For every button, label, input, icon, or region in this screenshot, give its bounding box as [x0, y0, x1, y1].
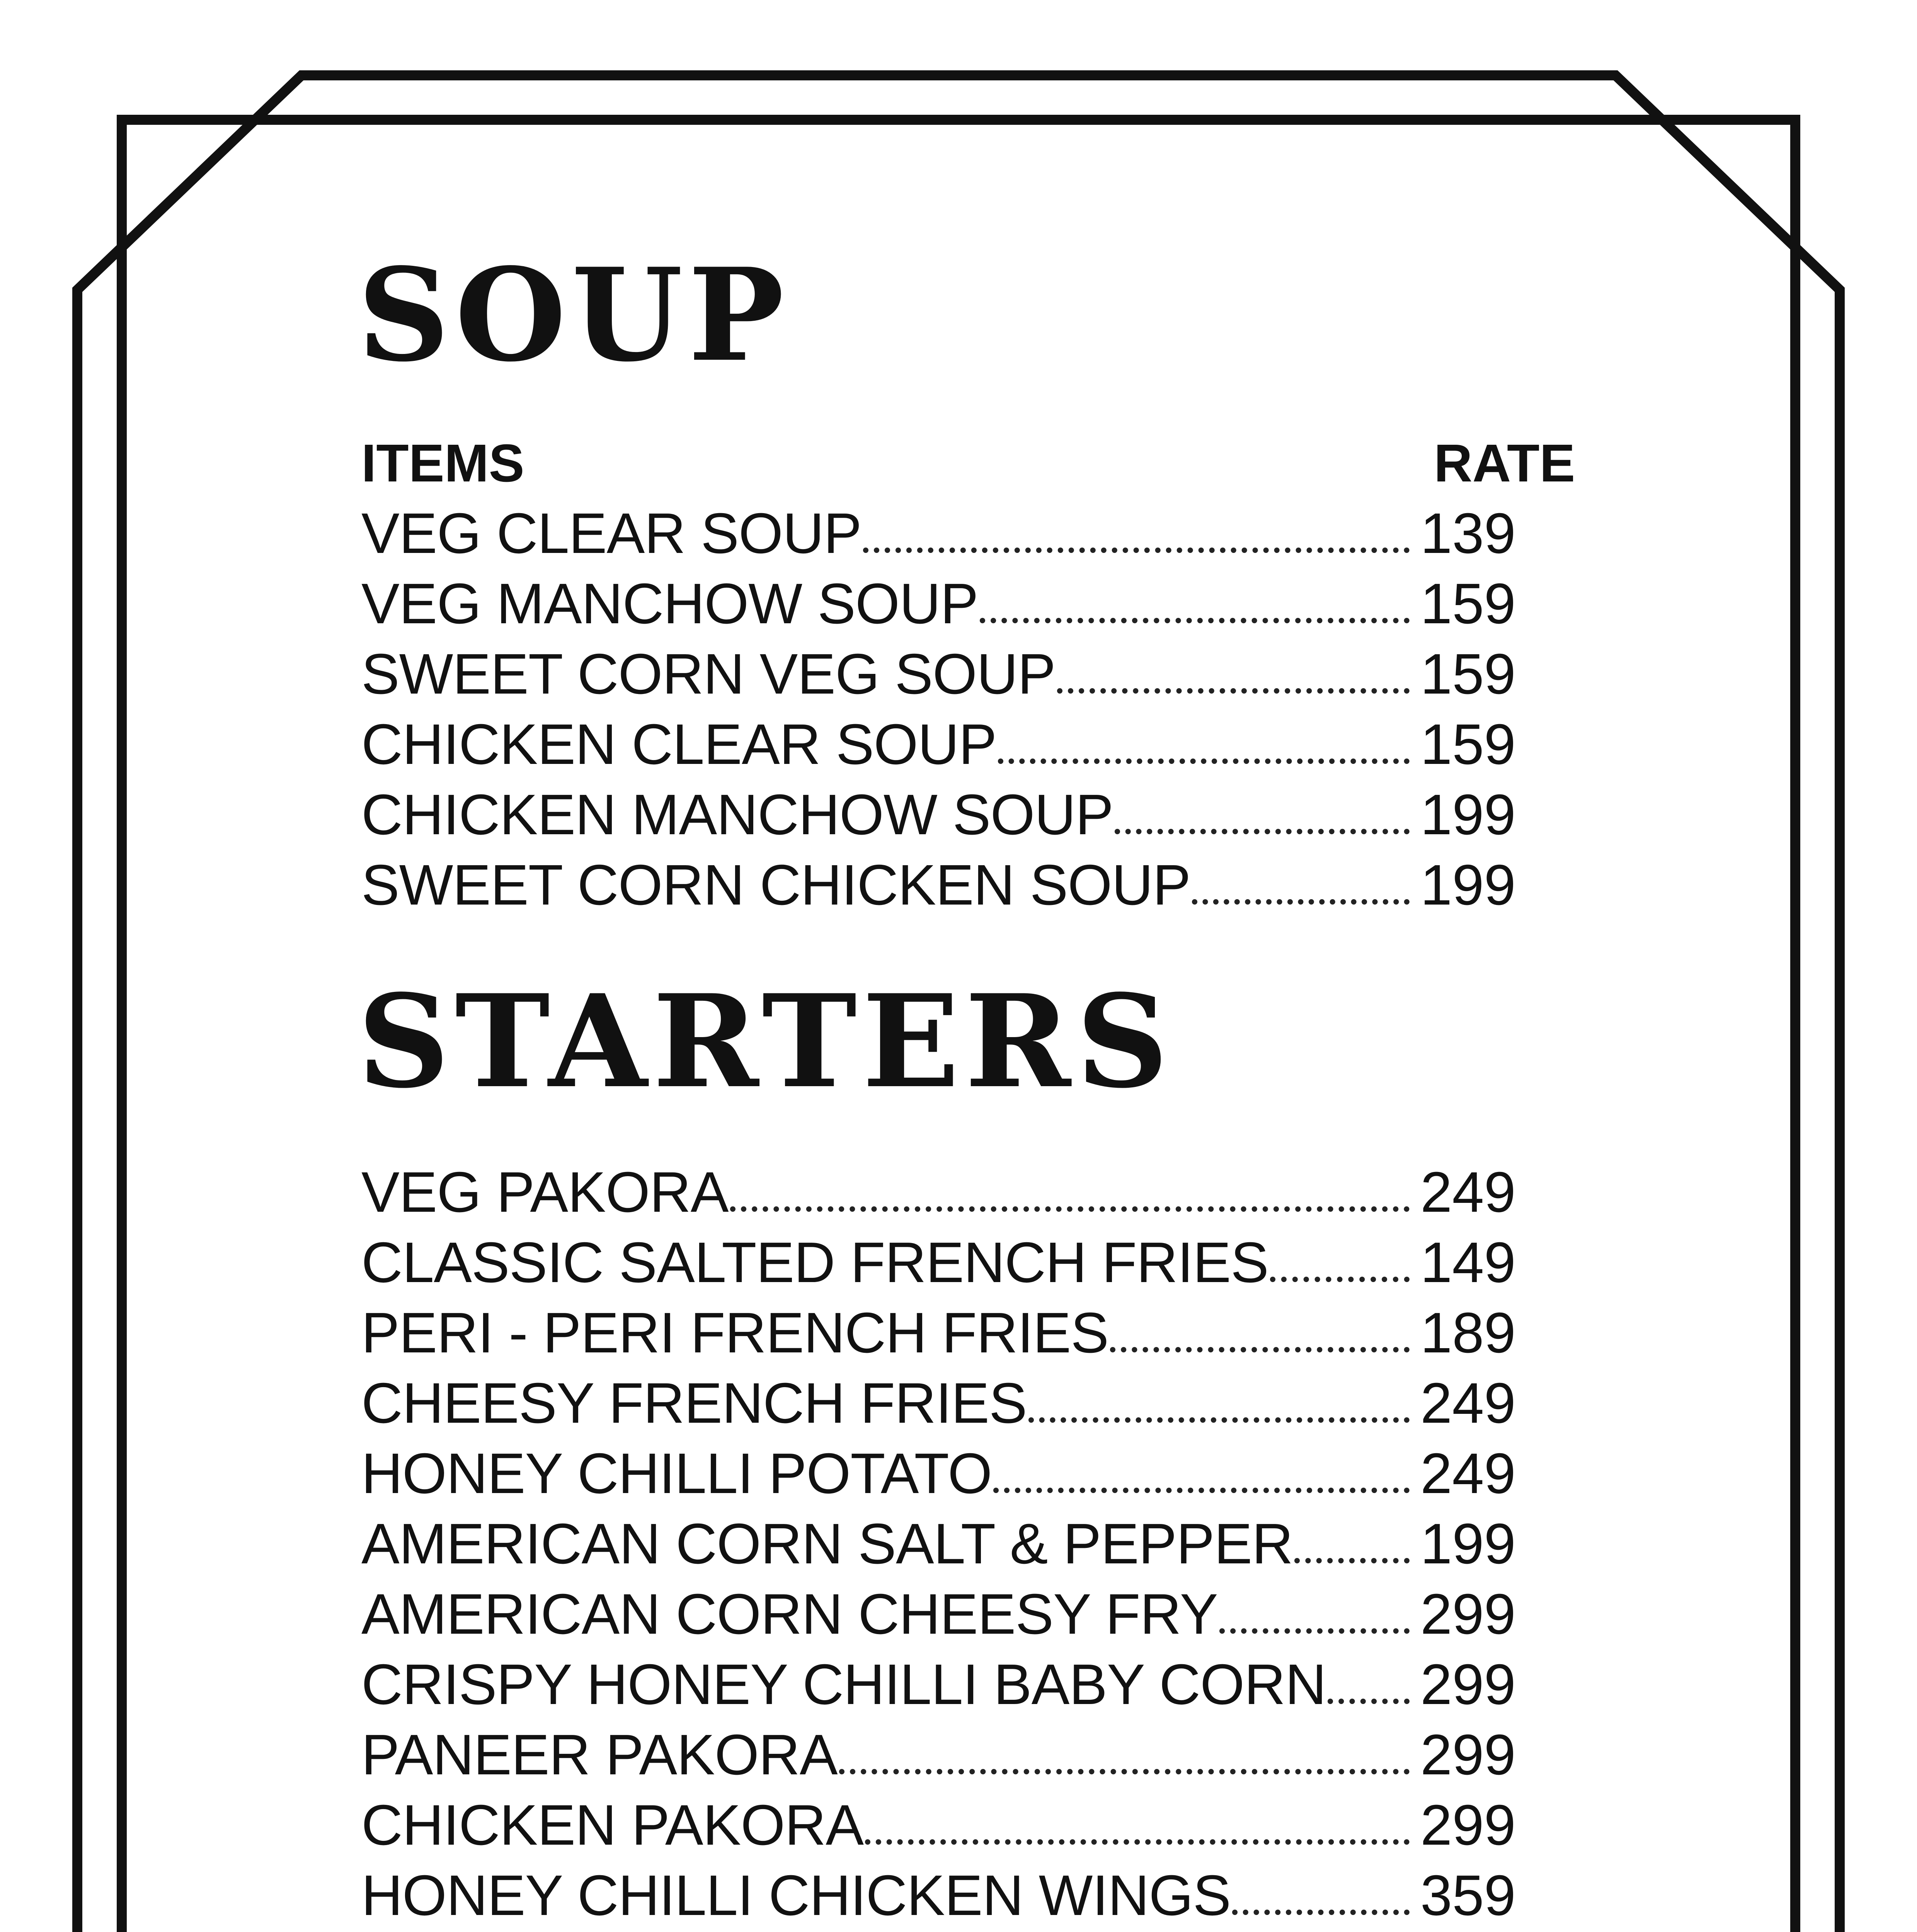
item-name: AMERICAN CORN SALT & PEPPER	[361, 1512, 1293, 1576]
item-name: PANEER PAKORA	[361, 1723, 838, 1787]
item-price: 199	[1420, 853, 1516, 917]
dot-leader	[993, 1488, 1410, 1493]
item-name: VEG PAKORA	[361, 1160, 729, 1224]
menu-item	[361, 780, 1536, 850]
item-name: PERI - PERI FRENCH FRIES	[361, 1301, 1109, 1365]
item-name: VEG MANCHOW SOUP	[361, 572, 978, 636]
menu-item	[361, 1228, 1536, 1298]
item-price: 249	[1420, 1160, 1516, 1224]
item-price: 249	[1420, 1442, 1516, 1505]
dot-leader	[1115, 829, 1410, 834]
dot-leader	[1110, 1347, 1410, 1352]
item-price: 249	[1420, 1371, 1516, 1435]
item-name: CHEESY FRENCH FRIES	[361, 1371, 1027, 1435]
dot-leader	[980, 618, 1410, 623]
dot-leader	[1328, 1699, 1410, 1704]
dot-leader	[998, 759, 1410, 764]
item-price: 159	[1420, 642, 1516, 706]
dot-leader	[1294, 1558, 1410, 1563]
item-price: 299	[1420, 1653, 1516, 1716]
menu-item	[361, 1720, 1536, 1790]
item-price: 299	[1420, 1723, 1516, 1787]
item-price: 189	[1420, 1301, 1516, 1365]
menu-item	[361, 1579, 1536, 1650]
item-name: HONEY CHILLI POTATO	[361, 1442, 992, 1505]
dot-leader	[1232, 1910, 1410, 1915]
item-name: CLASSIC SALTED FRENCH FRIES	[361, 1231, 1268, 1294]
dot-leader	[839, 1769, 1410, 1774]
menu-item	[361, 1439, 1536, 1509]
item-price: 139	[1420, 502, 1516, 565]
soup-section-title: SOUP	[358, 240, 790, 390]
item-name: AMERICAN CORN CHEESY FRY	[361, 1582, 1218, 1646]
item-price: 299	[1420, 1793, 1516, 1857]
item-name: SWEET CORN VEG SOUP	[361, 642, 1056, 706]
menu-item	[361, 1509, 1536, 1579]
rate-column-header: RATE	[1434, 434, 1575, 493]
item-name: CHICKEN PAKORA	[361, 1793, 864, 1857]
item-price: 159	[1420, 713, 1516, 776]
dot-leader	[1057, 688, 1410, 694]
dot-leader	[1270, 1277, 1410, 1282]
item-name: HONEY CHILLI CHICKEN WINGS	[361, 1864, 1231, 1927]
item-name: CHICKEN MANCHOW SOUP	[361, 783, 1113, 847]
starters-item-list	[361, 1157, 1536, 1932]
dot-leader	[730, 1206, 1410, 1212]
menu-item	[361, 498, 1536, 569]
item-name: VEG CLEAR SOUP	[361, 502, 861, 565]
item-price: 149	[1420, 1231, 1516, 1294]
item-name: CHICKEN CLEAR SOUP	[361, 713, 997, 776]
menu-item	[361, 1298, 1536, 1368]
starters-section-title: STARTERS	[358, 966, 1174, 1116]
menu-item	[361, 1790, 1536, 1861]
item-price: 199	[1420, 1512, 1516, 1576]
dot-leader	[1028, 1417, 1410, 1423]
menu-item	[361, 1861, 1536, 1931]
item-price: 199	[1420, 783, 1516, 847]
menu-item	[361, 569, 1536, 639]
menu-item	[361, 850, 1536, 920]
item-price: 299	[1420, 1582, 1516, 1646]
dot-leader	[1219, 1628, 1410, 1634]
item-price: 159	[1420, 572, 1516, 636]
item-name: SWEET CORN CHICKEN SOUP	[361, 853, 1191, 917]
dot-leader	[865, 1839, 1410, 1845]
menu-item	[361, 639, 1536, 709]
menu-item	[361, 1368, 1536, 1439]
menu-item	[361, 1650, 1536, 1720]
menu-item	[361, 709, 1536, 780]
dot-leader	[1192, 899, 1410, 905]
item-price: 359	[1420, 1864, 1516, 1927]
item-name: CRISPY HONEY CHILLI BABY CORN	[361, 1653, 1326, 1716]
dot-leader	[863, 548, 1410, 553]
soup-item-list	[361, 498, 1536, 920]
items-column-header: ITEMS	[361, 434, 524, 493]
menu-item	[361, 1157, 1536, 1228]
